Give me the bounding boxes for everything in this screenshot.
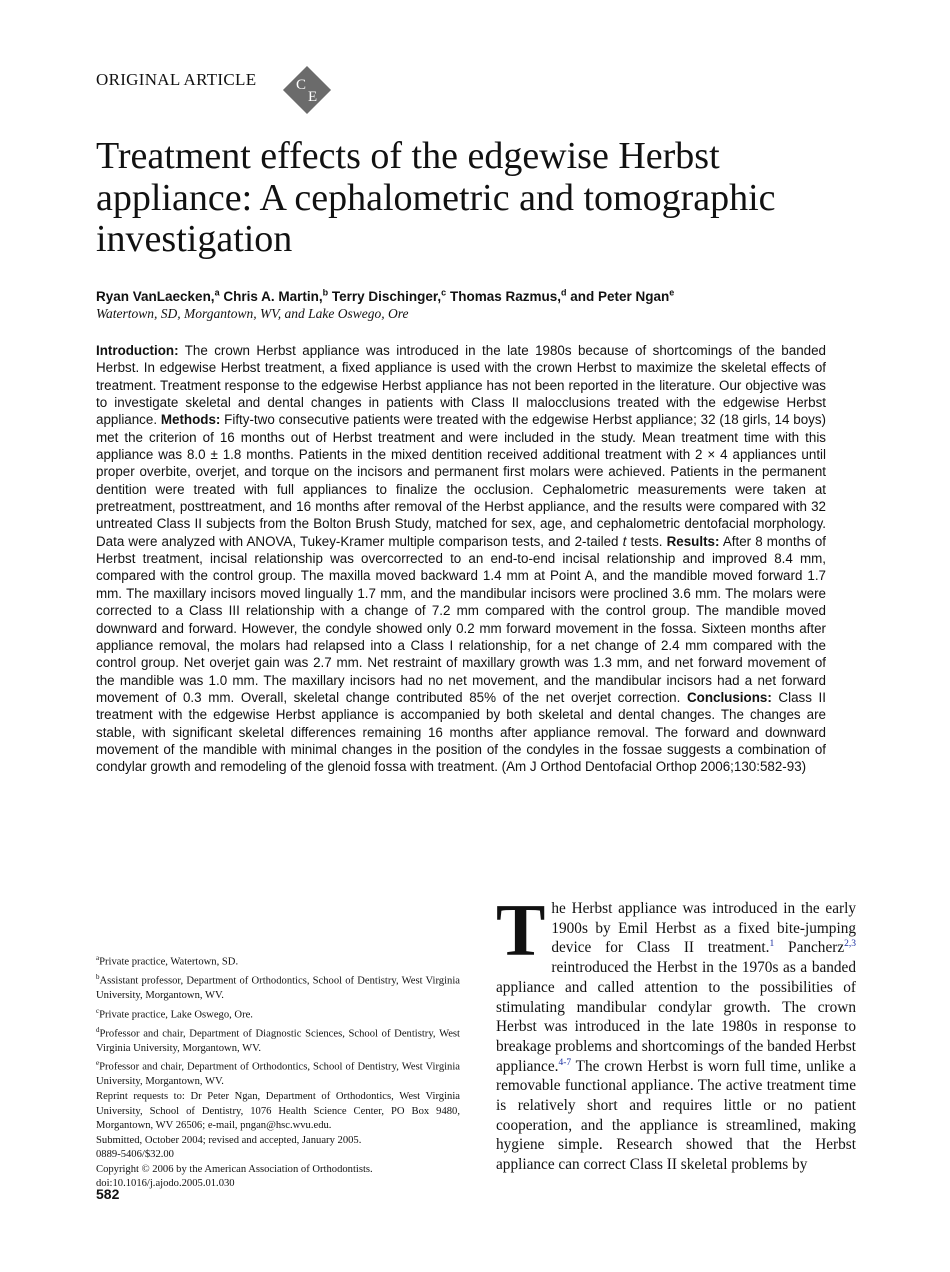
author: Terry Dischinger,$^c$ [331,287,447,304]
affiliation: Watertown, SD, Morgantown, WV, and Lake Oswego, Ore [96,306,409,321]
author-list [96,287,674,304]
copyright: Copyright © 2006 by the American Association of Orthodontists. [96,1163,373,1175]
author: and Peter Ngan$^e$ [570,287,675,304]
page-number: 582 [96,1186,120,1202]
doi[interactable]: doi:10.1016/j.ajodo.2005.01.030 [96,1178,235,1190]
reprint-requests: Reprint requests to: Dr Peter Ngan, Department of Orthodontics, West Virginia University, School of Dentistry, 1076 Health Science Center, PO Box 9480, Morgantown, WV 26506; e-mail, pngan@hsc.wvu.edu. [96,1091,460,1132]
ce-badge-e: E [308,89,318,105]
footnotes [96,951,460,1192]
footnote: $^a$Private practice, Watertown, SD. [96,954,239,968]
author: Ryan VanLaecken,$^a$ [96,287,220,304]
submission-dates: Submitted, October 2004; revised and accepted, January 2005. [96,1134,362,1146]
abstract-results-label: Results: [666,533,720,549]
ce-badge-icon [283,66,331,114]
section-label: ORIGINAL ARTICLE [96,70,257,89]
citation-link[interactable]: 1 [769,939,775,950]
citation-link[interactable]: 2,3 [844,939,856,950]
abstract-methods-label: Methods: [160,412,221,428]
footnote: $^e$Professor and chair, Department of Orthodontics, School of Dentistry, West Virginia University, Morgantown, WV. [96,1059,460,1088]
abstract-conclusions-label: Conclusions: [686,689,772,705]
abstract-intro-label: Introduction: [96,343,179,358]
citation-link[interactable]: 4-7 [558,1057,572,1068]
issn-price: 0889-5406/$32.00 [96,1149,174,1161]
article-title: Treatment effects of the edgewise Herbst appliance: A cephalometric and tomographic investigation [96,135,776,260]
footnote: $^c$Private practice, Lake Oswego, Ore. [96,1006,253,1021]
abstract: Introduction: The crown Herbst appliance was introduced in the late 1980s because of shortcomings of the banded Herbst. In edgewise Herbst treatment, a fixed appliance is used with the crown Herbst to maximize the skeletal effects of treatment. Treatment response to the edgewise Herbst appliance has not been reported in the literature. Our objective was to investigate skeletal and dental changes in patients with Class II malocclusions treated with the edgewise Herbst appliance. Methods: Fifty-two consecutive patients were treated with the edgewise Herbst appliance; 32 (18 girls, 14 boys) met the criterion of 16 months out of Herbst treatment and were included in the study. Mean treatment time with this appliance was 8.0 ± 1.8 months. Patients in the mixed dentition received additional treatment with 2 × 4 appliances until proper overbite, overjet, and torque on the incisors and permanent first molars were achieved. Patients in the permanent dentition were treated with full appliances to finalize the occlusion. Cephalometric measurements were taken at pretreatment, posttreatment, and 16 months after removal of the Herbst appliance, and the results were compared with 32 untreated Class II subjects from the Bolton Brush Study, matched for sex, age, and cephalometric dentofacial morphology. Data were analyzed with ANOVA, Tukey-Kramer multiple comparison tests, and 2-tailed t tests. Results: After 8 months of Herbst treatment, incisal relationship was overcorrected to an end-to-end incisal relationship and improved 8.4 mm, compared with the control group. The maxilla moved backward 1.4 mm at Point A, and the mandible moved forward 1.7 mm. The maxillary incisors moved lingually 1.7 mm, and the mandibular incisors were proclined 3.6 mm. The molars were corrected to a Class III relationship with a change of 7.2 mm compared with the control group. The mandible moved downward and forward. However, the condyle showed only 0.2 mm forward movement in the fossa. Sixteen months after appliance removal, the molars had relapsed into a Class I relationship, for a net change of 2.4 mm compared with the control group. Net overjet gain was 2.7 mm. Net restraint of maxillary growth was 1.3 mm, and net forward movement of the mandible was 1.0 mm. The maxillary incisors had no net movement, and the mandibular incisors had a net forward movement of 0.3 mm. Overall, skeletal change contributed 85% of the net overjet correction. Conclusions: Class II treatment with the edgewise Herbst appliance is accompanied by both skeletal and dental changes. The changes are stable, with significant skeletal differences remaining 16 months after appliance removal. The forward and downward movement of the mandible with minimal changes in the position of the condyles in the fossae suggests a combination of condylar growth and remodeling of the glenoid fossa with treatment. (Am J Orthod Dentofacial Orthop 2006;130:582-93) [96,343,826,775]
footnote: $^b$Assistant professor, Department of Orthodontics, School of Dentistry, West Virginia University, Morgantown, WV. [96,973,460,1002]
author: Chris A. Martin,$^b$ [223,287,329,304]
ce-badge-c: C [296,77,307,93]
author: Thomas Razmus,$^d$ [449,287,567,304]
drop-cap: T [496,890,546,972]
body-text: The Herbst appliance was introduced in the early 1900s by Emil Herbst as a fixed bite-jumping device for Class II treatment.$^1$ Pancherz$^{2,3}$ reintroduced the Herbst in the 1970s as a banded appliance and called attention to the possibilities of stimulating mandibular condylar growth. The crown Herbst was introduced in the late 1980s in response to breakage problems and shortcomings of the banded Herbst appliance.$^{4-7}$ The crown Herbst is worn full time, unlike a removable functional appliance. The active treatment time is relatively short and requires little or no patient cooperation, and the appliance is streamlined, making hygiene simple. Research showed that the Herbst appliance can correct Class II skeletal problems by [496,890,856,1174]
footnote: $^d$Professor and chair, Department of Diagnostic Sciences, School of Dentistry, West Virginia University, Morgantown, WV. [96,1025,460,1054]
